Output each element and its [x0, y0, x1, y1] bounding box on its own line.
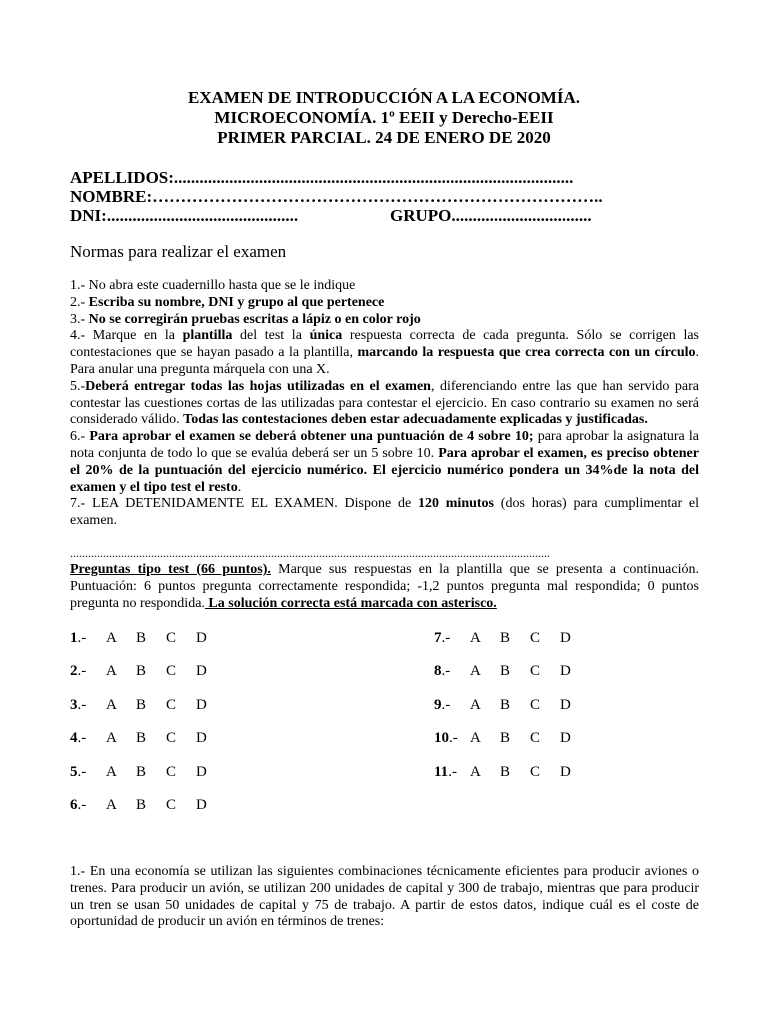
question-number: 10.-	[434, 730, 458, 747]
question-row	[70, 629, 226, 647]
option-a[interactable]: A	[470, 763, 481, 780]
option-c[interactable]: C	[166, 797, 177, 813]
option-c[interactable]: C	[530, 730, 541, 747]
option-d[interactable]: D	[196, 730, 207, 747]
option-b[interactable]: B	[136, 630, 147, 646]
exam-subject: MICROECONOMÍA. 1º EEII y Derecho-EEII	[214, 108, 554, 127]
option-a[interactable]: A	[106, 696, 117, 713]
option-b[interactable]: B	[500, 763, 511, 780]
question-row	[434, 729, 590, 747]
question-row	[70, 729, 226, 747]
question-number: 3.-	[70, 696, 87, 713]
option-d[interactable]: D	[196, 696, 207, 713]
option-a[interactable]: A	[470, 730, 481, 747]
rule-7: 7.- LEA DETENIDAMENTE EL EXAMEN. Dispone de 120 minutos (dos horas) para cumplimentar el examen.	[70, 496, 700, 529]
question-row	[70, 763, 226, 781]
question-number: 1.-	[70, 630, 87, 646]
exam-date: PRIMER PARCIAL. 24 DE ENERO DE 2020	[217, 128, 551, 147]
grupo-field: GRUPO.................................	[390, 206, 592, 225]
question-row	[70, 796, 226, 814]
option-b[interactable]: B	[500, 630, 511, 646]
option-b[interactable]: B	[136, 730, 147, 747]
question-row	[434, 696, 590, 714]
question-row	[70, 696, 226, 714]
option-c[interactable]: C	[530, 696, 541, 713]
question-row	[434, 629, 590, 647]
option-d[interactable]: D	[560, 730, 571, 747]
option-d[interactable]: D	[560, 663, 571, 680]
option-d[interactable]: D	[560, 696, 571, 713]
question-number: 4.-	[70, 730, 87, 747]
option-b[interactable]: B	[136, 663, 147, 680]
option-c[interactable]: C	[530, 763, 541, 780]
rules-list	[70, 278, 699, 530]
question-number: 7.-	[434, 630, 451, 646]
dni-field: DNI:.............................................	[70, 206, 299, 225]
option-c[interactable]: C	[166, 630, 177, 646]
rule-4: 4.- Marque en la plantilla del test la única respuesta correcta de cada pregunta. Sólo se corrigen las contestaciones que se hayan pasado a la plantilla, marcando la respuesta que crea correcta con un círculo. Para anular una pregunta márquela con una X.	[70, 328, 699, 377]
question-number: 2.-	[70, 663, 87, 680]
option-d[interactable]: D	[196, 663, 207, 680]
rule-2: 2.- Escriba su nombre, DNI y grupo al que pertenece	[70, 294, 385, 310]
rule-5: 5.-Deberá entregar todas las hojas utilizadas en el examen, diferenciando entre las que han servido para contestar las cuestiones cortas de las utilizadas para contestar el ejercicio. En caso contrario su examen no será considerado válido. Todas las contestaciones deben estar adecuadamente explicadas y justificadas.	[70, 378, 699, 428]
problem-1: 1.- En una economía se utilizan las siguientes combinaciones técnicamente eficientes para producir aviones o trenes. Para producir un avión, se utilizan 200 unidades de capital y 300 de trabajo, mientras que para producir un tren se usan 50 unidades de capital y 75 de trabajo. A partir de estos datos, indique cuál es el coste de oportunidad de producir un avión en términos de trenes:	[70, 864, 699, 930]
option-c[interactable]: C	[166, 696, 177, 713]
nombre-field: NOMBRE:……………………………………………………………………..	[70, 187, 603, 206]
separator-line: ................................................................................................................................................................	[70, 546, 550, 560]
option-b[interactable]: B	[136, 763, 147, 780]
option-c[interactable]: C	[166, 763, 177, 780]
question-number: 11.-	[434, 763, 457, 780]
asterisk-note: La solución correcta está marcada con asterisco.	[204, 595, 497, 611]
option-b[interactable]: B	[500, 730, 511, 747]
test-heading: Preguntas tipo test (66 puntos).	[70, 562, 271, 577]
option-c[interactable]: C	[530, 663, 541, 680]
option-b[interactable]: B	[500, 696, 511, 713]
question-number: 9.-	[434, 696, 451, 713]
option-a[interactable]: A	[470, 696, 481, 713]
option-a[interactable]: A	[470, 663, 481, 680]
option-d[interactable]: D	[196, 797, 207, 813]
question-row	[70, 662, 226, 680]
option-d[interactable]: D	[560, 763, 571, 780]
rule-1: 1.- No abra este cuadernillo hasta que se le indique	[70, 278, 356, 293]
question-row	[434, 763, 590, 781]
option-d[interactable]: D	[560, 630, 571, 646]
option-c[interactable]: C	[530, 630, 541, 646]
option-d[interactable]: D	[196, 630, 207, 646]
option-a[interactable]: A	[106, 797, 117, 813]
question-row	[434, 662, 590, 680]
exam-title: EXAMEN DE INTRODUCCIÓN A LA ECONOMÍA.	[188, 88, 580, 107]
option-c[interactable]: C	[166, 730, 177, 747]
option-a[interactable]: A	[470, 630, 481, 646]
option-c[interactable]: C	[166, 663, 177, 680]
question-number: 5.-	[70, 763, 87, 780]
rule-3: 3.- No se corregirán pruebas escritas a lápiz o en color rojo	[70, 311, 421, 327]
option-b[interactable]: B	[500, 663, 511, 680]
option-d[interactable]: D	[196, 763, 207, 780]
option-b[interactable]: B	[136, 797, 147, 813]
norms-heading: Normas para realizar el examen	[70, 242, 287, 261]
rule-6: 6.- Para aprobar el examen se deberá obtener una puntuación de 4 sobre 10; para aprobar la asignatura la nota conjunta de todo lo que se evalúa deberá ser un 5 sobre 10. Para aprobar el examen, es preciso obtener el 20% de la puntuación del ejercicio numérico. El ejercicio numérico pondera un 34%de la nota del examen y el tipo test el resto.	[70, 429, 699, 495]
option-b[interactable]: B	[136, 696, 147, 713]
option-a[interactable]: A	[106, 730, 117, 747]
apellidos-field: APELLIDOS:..............................................................................................	[70, 168, 574, 187]
option-a[interactable]: A	[106, 763, 117, 780]
question-number: 8.-	[434, 663, 451, 680]
question-number: 6.-	[70, 797, 87, 813]
test-instructions: Preguntas tipo test (66 puntos). Marque sus respuestas en la plantilla que se presenta a continuación. Puntuación: 6 puntos pregunta correctamente respondida; -1,2 puntos pregunta mal respondida; 0 puntos pregunta no respondida. La solución correcta está marcada con asterisco.	[70, 562, 699, 611]
option-a[interactable]: A	[106, 630, 117, 646]
option-a[interactable]: A	[106, 663, 117, 680]
